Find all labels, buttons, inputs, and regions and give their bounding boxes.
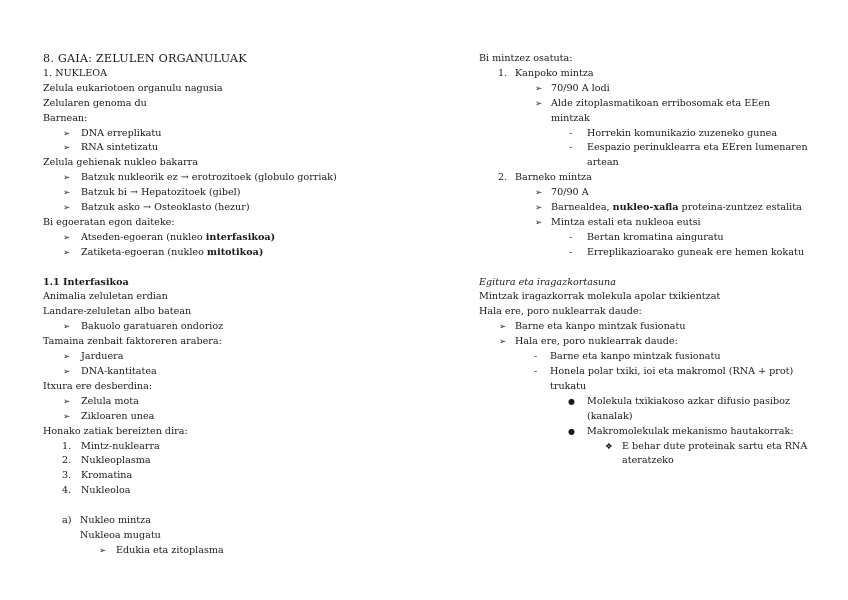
bold-term: nukleo-xafla	[612, 202, 679, 214]
list-item-text: Makromolekulak mekanismo hautakorrak:	[587, 425, 794, 437]
text-span: Barnealdea,	[551, 202, 613, 214]
diamond-item	[479, 440, 809, 470]
list-item-text: Alde zitoplasmatikoan erribosomak eta EEen mintzak	[551, 97, 771, 124]
list-item	[479, 97, 809, 127]
arrow-bullet-icon: ➢	[499, 322, 507, 333]
dash-bullet: -	[534, 351, 538, 363]
text-line: Zelularen genoma du	[43, 97, 147, 109]
numbered-item	[43, 454, 423, 469]
list-item-text: Barne eta kanpo mintzak fusionatu	[515, 321, 686, 333]
list-item	[43, 544, 423, 559]
list-item-text: Honela polar txiki, ioi eta makromol (RNA + prot) trukatu	[550, 366, 794, 392]
list-item-text: Barne eta kanpo mintzak fusionatu	[550, 351, 721, 363]
list-item-text: Bertan kromatina ainguratu	[587, 231, 724, 243]
dot-item	[479, 395, 809, 425]
arrow-bullet-icon: ➢	[63, 247, 71, 258]
list-item	[43, 410, 423, 425]
item-number: 3.	[62, 470, 72, 482]
list-item-text: Kanpoko mintza	[515, 67, 594, 79]
list-item	[43, 395, 423, 410]
arrow-bullet-icon: ➢	[535, 188, 543, 199]
dash-item	[479, 231, 809, 246]
item-letter: a)	[62, 515, 72, 527]
arrow-bullet-icon: ➢	[499, 337, 507, 348]
bold-term: mitotikoa)	[206, 246, 264, 258]
list-item-text: RNA sintetizatu	[81, 142, 159, 154]
list-item-text: DNA-kantitatea	[81, 366, 157, 378]
list-item	[43, 231, 423, 246]
bold-term: interfasikoa)	[205, 231, 276, 243]
text-line: Honako zatiak bereizten dira:	[43, 425, 188, 437]
list-item-text: Jarduera	[81, 351, 124, 363]
arrow-bullet-icon: ➢	[99, 545, 107, 556]
list-item-text: Eespazio perinuklearra eta EEren lumenaren artean	[587, 142, 808, 169]
dot-item	[479, 425, 809, 440]
left-column	[43, 52, 423, 559]
text-line: Barnean:	[43, 112, 88, 124]
text-line: Bi mintzez osatuta:	[479, 53, 573, 64]
dash-bullet: -	[569, 142, 573, 154]
list-item-text: Bakuolo garatuaren ondorioz	[81, 321, 224, 333]
list-item	[43, 171, 423, 186]
numbered-item	[43, 440, 423, 455]
arrow-bullet-icon: ➢	[63, 352, 71, 363]
list-item	[43, 365, 423, 380]
list-item-text: Molekula txikiakoso azkar difusio pasiboz (kanalak)	[587, 395, 790, 422]
list-item	[479, 320, 809, 335]
text-line: Mintzak iragazkorrak molekula apolar txikientzat	[479, 291, 721, 303]
dash-bullet: -	[534, 366, 538, 378]
text-span: Zatiketa-egoeran (nukleo	[81, 246, 207, 258]
arrow-bullet-icon: ➢	[535, 217, 543, 228]
list-item	[43, 320, 423, 335]
dash-item	[479, 246, 809, 261]
text-line: Zelula eukariotoen organulu nagusia	[43, 82, 223, 94]
list-item-text: Zelula mota	[81, 395, 139, 407]
list-item	[479, 216, 809, 231]
item-number: 4.	[62, 485, 72, 497]
text-line: Landare-zeluletan albo batean	[43, 306, 192, 318]
text-line: Bi egoeratan egon daiteke:	[43, 216, 175, 228]
list-item-text: 70/90 A lodi	[551, 82, 610, 94]
arrow-bullet-icon: ➢	[63, 322, 71, 333]
arrow-bullet-icon: ➢	[63, 143, 71, 154]
numbered-item	[43, 484, 423, 499]
arrow-bullet-icon: ➢	[63, 128, 71, 139]
item-number: 2.	[62, 455, 72, 467]
list-item	[43, 246, 423, 261]
text-line: Tamaina zenbait faktoreren arabera:	[43, 336, 222, 348]
list-item-text: DNA erreplikatu	[81, 127, 162, 139]
text-line: Zelula gehienak nukleo bakarra	[43, 157, 198, 169]
list-item-text	[81, 231, 423, 246]
list-item-text: Barneko mintza	[515, 172, 592, 184]
arrow-bullet-icon: ➢	[63, 396, 71, 407]
list-item	[479, 186, 809, 201]
text-span: proteina-zuntzez estalita	[678, 202, 802, 214]
list-item	[479, 335, 809, 350]
dash-item	[479, 365, 809, 395]
spacer	[479, 261, 809, 276]
dash-bullet: -	[569, 231, 573, 243]
dash-item	[479, 127, 809, 142]
list-item-text: Mintz-nuklearra	[81, 440, 160, 452]
numbered-item	[479, 67, 809, 82]
list-item-text: Edukia eta zitoplasma	[116, 544, 224, 556]
list-item-text: Hala ere, poro nuklearrak daude:	[515, 336, 678, 348]
arrow-bullet-icon: ➢	[535, 83, 543, 94]
text-line: Nukleoa mugatu	[80, 529, 161, 541]
arrow-bullet-icon: ➢	[63, 188, 71, 199]
list-item	[43, 141, 423, 156]
list-item	[43, 127, 423, 142]
dash-item	[479, 141, 809, 171]
arrow-bullet-icon: ➢	[63, 367, 71, 378]
right-column	[479, 52, 809, 469]
bullet-dot-icon: ●	[568, 426, 575, 436]
list-item-text: Horrekin komunikazio zuzeneko gunea	[587, 127, 778, 139]
list-item-text: Batzuk nukleorik ez → erotrozitoek (globulo gorriak)	[81, 172, 337, 184]
arrow-bullet-icon: ➢	[63, 232, 71, 243]
list-item-text: Nukleo mintza	[80, 515, 151, 527]
text-line: Hala ere, poro nuklearrak daude:	[479, 306, 642, 318]
list-item-text: Nukleoloa	[81, 485, 131, 497]
arrow-bullet-icon: ➢	[63, 173, 71, 184]
list-item-text	[81, 246, 423, 261]
item-number: 1.	[498, 67, 508, 79]
arrow-bullet-icon: ➢	[63, 203, 71, 214]
list-item-text: Mintza estali eta nukleoa eutsi	[551, 216, 701, 228]
text-line: Animalia zeluletan erdian	[43, 291, 168, 303]
dash-bullet: -	[569, 246, 573, 258]
list-item-text: 70/90 A	[551, 187, 589, 199]
list-item-text: E behar dute proteinak sartu eta RNA ateratzeko	[622, 440, 808, 467]
text-span: Atseden-egoeran (nukleo	[81, 231, 206, 243]
list-item-text: Kromatina	[81, 470, 133, 482]
spacer	[43, 499, 423, 514]
item-number: 2.	[498, 172, 508, 184]
italic-heading: Egitura eta iragazkortasuna	[479, 276, 616, 288]
arrow-bullet-icon: ➢	[535, 98, 543, 109]
numbered-item	[479, 171, 809, 186]
list-item-text: Zikloaren unea	[81, 410, 155, 422]
list-item-text: Batzuk bi → Hepatozitoek (gibel)	[81, 187, 241, 199]
spacer	[43, 261, 423, 276]
list-item-text: Erreplikazioarako guneak ere hemen kokatu	[587, 246, 804, 258]
section-heading: 1. NUKLEOA	[43, 67, 108, 79]
list-item-text: Batzuk asko → Osteoklasto (hezur)	[81, 202, 250, 214]
list-item	[43, 186, 423, 201]
list-item-text	[551, 201, 809, 216]
diamond-bullet-icon: ❖	[605, 441, 613, 452]
dash-bullet: -	[569, 127, 573, 139]
subsection-heading: 1.1 Interfasikoa	[43, 276, 129, 288]
arrow-bullet-icon: ➢	[535, 203, 543, 214]
lettered-item	[43, 514, 423, 529]
list-item	[479, 82, 809, 97]
bullet-dot-icon: ●	[568, 396, 575, 406]
list-item-text: Nukleoplasma	[81, 455, 151, 467]
dash-item	[479, 350, 809, 365]
text-line: Itxura ere desberdina:	[43, 380, 153, 392]
arrow-bullet-icon: ➢	[63, 411, 71, 422]
numbered-item	[43, 469, 423, 484]
list-item	[43, 350, 423, 365]
list-item	[479, 201, 809, 216]
list-item	[43, 201, 423, 216]
item-number: 1.	[62, 440, 72, 452]
chapter-title: 8. GAIA: ZELULEN ORGANULUAK	[43, 52, 247, 65]
